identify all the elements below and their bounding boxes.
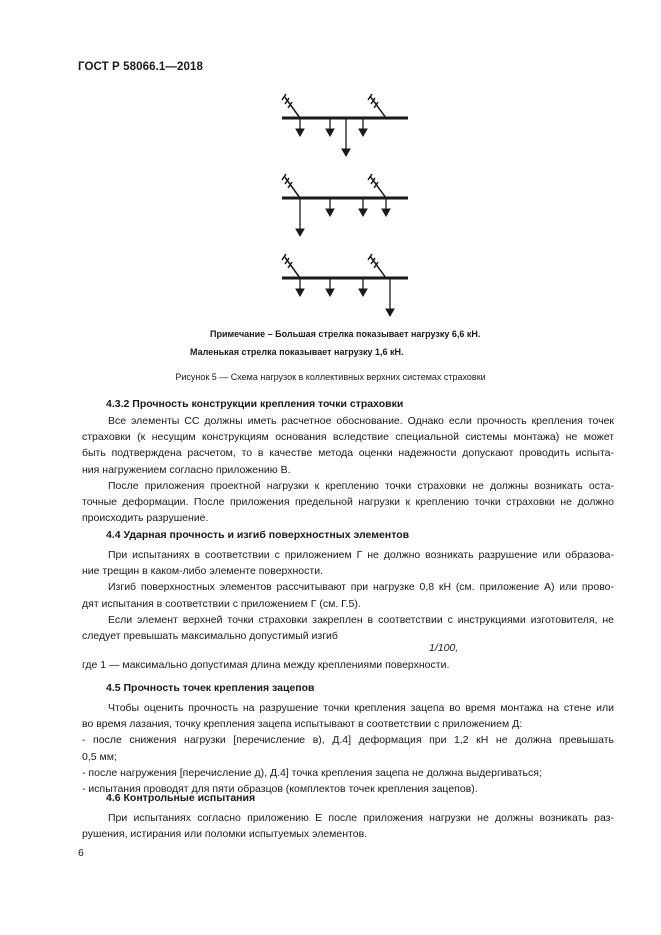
paragraph: Чтобы оценить прочность на разрушение точки крепления зацепа во время монтажа на стене или во время лазания, точку крепления зацепа испытывают в соответствии с приложением Д: - после снижения нагрузки [перечисление в), Д.4] деформация при 1,2 кН не должна превышать 0,5 мм; - после нагружения [перечисление д), Д.4] точка крепления зацепа не должна выдергиваться; - испытания проводят для пяти образцов (комплектов точек крепления зацепов). (82, 700, 614, 797)
formula-explanation: где 1 — максимально допустимая длина между креплениями поверхности. (82, 659, 450, 671)
figure-caption: Рисунок 5 — Схема нагрузок в коллективных верхних системах страховки (175, 372, 486, 382)
load-row-1 (282, 94, 408, 156)
formula: 1/100, (429, 642, 459, 654)
section-heading-4-3-2: 4.3.2 Прочность конструкции крепления точки страховки (106, 398, 404, 410)
list-item: 0,5 мм; (82, 750, 117, 763)
list-item: - испытания проводят для пяти образцов (комплектов точек крепления зацепов). (82, 783, 478, 796)
paragraph: При испытаниях в соответствии с приложением Г не должно возникать разрушение или образова- ние трещин в каком-либо элементе поверхности. Изгиб поверхностных элементов рассчитывают при нагрузке 0,8 кН (см. приложение А) или прово- дят испытания в соответствии с приложением Г (см. Г.5). Если элемент верхней точки страховки закреплен в соответствии с инструкциями изготовителя, не следует превышать максимально допустимый изгиб (82, 549, 614, 643)
load-row-2 (282, 174, 408, 236)
load-scheme-figure (270, 88, 415, 318)
document-header: ГОСТ Р 58066.1—2018 (78, 61, 203, 73)
load-row-3 (282, 254, 408, 316)
anchor-icon (282, 94, 300, 118)
list-item: - после нагружения [перечисление д), Д.4] точка крепления зацепа не должна выдергиваться; (82, 766, 542, 779)
figure-note-line-1: Примечание – Большая стрелка показывает нагрузку 6,6 кН. (210, 329, 481, 339)
figure-note-line-2: Маленькая стрелка показывает нагрузку 1,6 кН. (190, 347, 404, 357)
anchor-icon (368, 94, 386, 118)
section-heading-4-4: 4.4 Ударная прочность и изгиб поверхностных элементов (106, 529, 410, 541)
paragraph: При испытаниях согласно приложению Е после приложения нагрузки не должны возникать раз- рушения, истирания или поломки испытуемых элементов. (82, 812, 614, 841)
page-number: 6 (78, 847, 84, 859)
section-heading-4-6: 4.6 Контрольные испытания (106, 792, 256, 804)
section-heading-4-5: 4.5 Прочность точек крепления зацепов (106, 682, 315, 694)
paragraph: Все элементы СС должны иметь расчетное обоснование. Однако если прочность крепления точек страховки (к несущим конструкциям основания вследствие специальной системы монтажа) не может быть подтверждена расчетом, то в качестве метода оценки надежности допускают проводить испыта- ния нагружением согласно приложению В. После приложения проектной нагрузки к креплению точки страховки не должны возникать оста- точные деформации. После приложения предельной нагрузки к креплению точки страховки не должно происходить разрушение. (82, 415, 614, 525)
list-item: - после снижения нагрузки [перечисление в), Д.4] деформация при 1,2 кН не должна превышать (82, 734, 614, 747)
